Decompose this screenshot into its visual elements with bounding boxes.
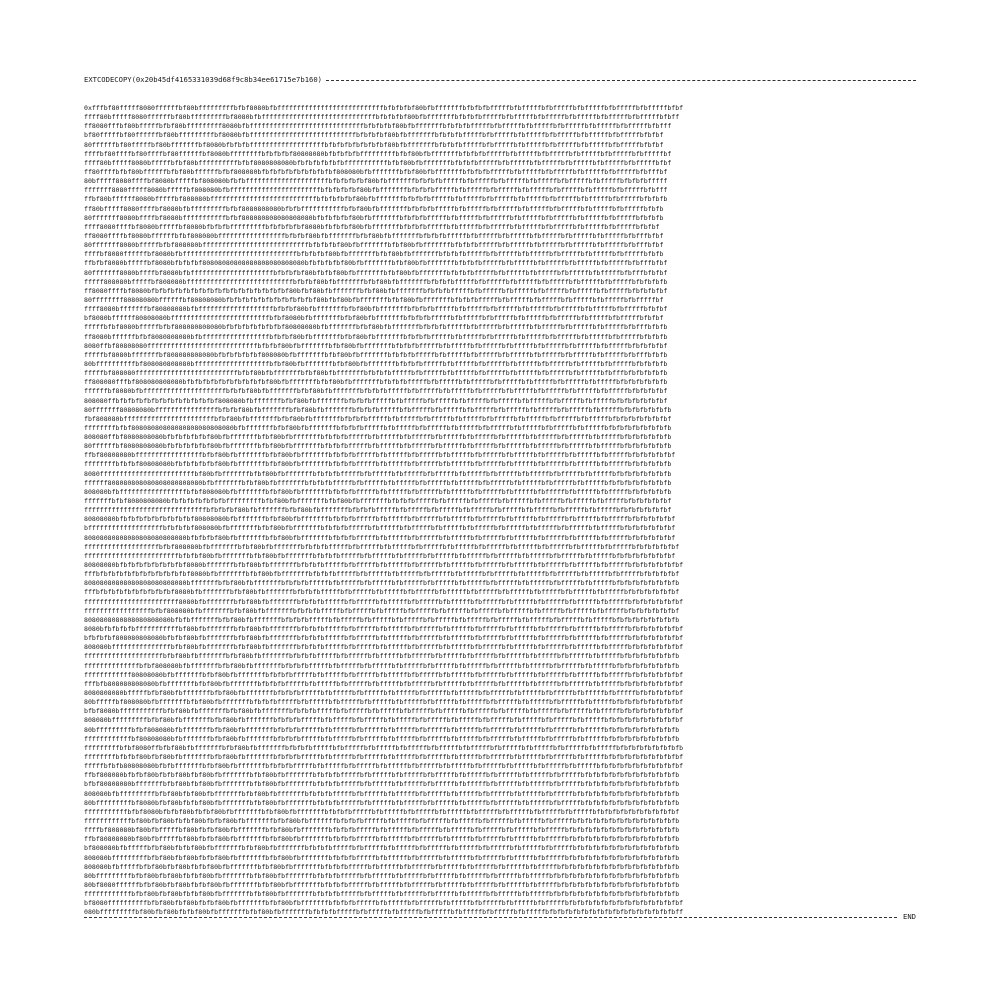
hex-row: bfbf80808080bfffffffbfbf80bfbf80bfbfffffffbfbf80bfbfffffffbfbfbfbfffffbfbfffffbfbfffffbfbfffffbfbfffffbfbfffffbfbfffffbfbfffffbfbfbfbfbfbfbfbfbfbfbfbfb (84, 780, 680, 789)
hex-row: ffff80bfffff8080bfffffbfbf80bffffffffffbfbf8080808080bfbfbfbfbfbfbfffffffffffbfbf80bfbfffffffbfbfbfbfffffbfbfffffbfbfffffbfbfffffbfbfffffbfbfffffbfbf (84, 158, 672, 167)
hex-row: bfffffffffffffffffffbfbfbfbf808080bfbfffffffbfbf80bfbfffffffbfbfbfbfffffbfbfffffbfbfffffbfbfffffbfbfffffbfbfffffbfbfffffbfbfffffbfbfffffbfbfbfbfbfbfbf (84, 524, 676, 533)
hex-row: ffbf80bffffff8080bfffffbf808080bfffffffffffffffffffffffffffbfbfbfbfbf80bfbfffffffbfbfbfbfffffbfbfffffbfbfffffbfbfffffbfbfffffbfbfffffbfbfffffbfbfbfb (84, 195, 668, 204)
hex-row: ffffffbf8080bfbfffffffffffffffffffffbfbfbf80bfbfffffffbfbf80bfbfffffffbfbfbfbfffffbfbfffffbfbfffffbfbfffffbfbfffffbfbfffffbfbfffffbfbfffffbfbfbfbfbf (84, 387, 668, 396)
hex-row: fffffffffffffffffffbfbf808080bfbfffffffbfbf80bfbfffffffbfbfbfbfffffbfbfffffbfbfffffbfbfffffbfbfffffbfbfffffbfbfffffbfbfffffbfbfffffbfbfffffbfbfbfbfbfbf (84, 542, 680, 551)
hex-row: 80bf8080ffffffbfbf80bfbf80bfbfbf80bfbfffffffbfbf80bfbfffffffbfbfbfbfffffbfbfffffbfbfffffbfbfffffbfbfffffbfbfffffbfbfffffbfbfbfbfbfbfbfbfbfbfbfbfbfbfbfb (84, 880, 680, 889)
hex-row: bfbfbfbf808080808080bfbfbf80bfbfffffffbfbf80bfbfffffffbfbfbfbfffffbfbfffffbfbfffffbfbfffffbfbfffffbfbfffffbfbfffffbfbfffffbfbfffffbfbfffffbfbfbfbfbfbfbf (84, 634, 684, 643)
hex-row: 80bfffffffffbfbf808080bfbfffffffbfbf80bfbfffffffbfbfbfbfffffbfbfffffbfbfffffbfbfffffbfbfffffbfbfffffbfbfffffbfbfffffbfbfffffbfbfffffbfbfbfbfbfbfbfbfbfb (84, 725, 680, 734)
hex-row: fffbfbfbfbfbfbfbfbfbfbf8080bfbfffffffbfbf80bfbfffffffbfbfbfbfffffbfbfffffbfbfffffbfbfffffbfbfffffbfbfffffbfbfffffbfbfffffbfbfffffbfbfffffbfbfbfbfbfbfbf (84, 588, 680, 597)
hex-row: 808080bfbfffffbfbf80bfbf80bfbfbf80bfbfffffffbfbf80bfbfffffffbfbfbfbfffffbfbfffffbfbfffffbfbfffffbfbfffffbfbfffffbfbfffffbfbfbfbfbfbfbfbfbfbfbfbfbfbfbfb (84, 862, 680, 871)
hex-row: ff80ffffbfbf80bffffffbfbf80bffffffbfbf808080bfbfbfbfbfbfbfbfbfbf808080bfbfffffffbfbf80bfbfffffffbfbfbfbfffffbfbfffffbfbfffffbfbfffffbfbfffffbfbfffbf (84, 167, 668, 176)
hex-row: 808080bfbfffffffffbfbf80bfbf80bfbfffffffbfbf80bfbfffffffbfbfbfbfffffbfbfffffbfbfffffbfbfffffbfbfffffbfbfffffbfbfffffbfbfffffbfbfbfbfbfbfbfbfbfbfbfbfbfb (84, 789, 680, 798)
hex-row: 80808080808080808080808080bfbfbfbf80bfbfffffffbfbf80bfbfffffffbfbfbfbfffffbfbfffffbfbfffffbfbfffffbfbfffffbfbfffffbfbfffffbfbfffffbfbfffffbfbfbfbfbfbf (84, 533, 676, 542)
hex-row: 8080808080808080808080bfbfbfffffffbfbf80bfbfffffffbfbfbfbfffffbfbfffffbfbfffffbfbfffffbfbfffffbfbfffffbfbfffffbfbfffffbfbfffffbfbfffffbfbfbfbfbfbfbfbfb (84, 615, 680, 624)
hex-row: 80bfffffbf808080bfbfffffffbfbf80bfbfffffffbfbfbfbfffffbfbfffffbfbfffffbfbfffffbfbfffffbfbfffffbfbfffffbfbfffffbfbfffffbfbfffffbfbfffffbfbfbfbfbfbfbfbfbf (84, 698, 684, 707)
hex-row: 80808080808080808080808080bfffffffbfbf80bfbfffffffbfbfbfbfffffbfbfffffbfbfffffbfbfffffbfbfffffbfbfffffbfbfffffbfbfffffbfbfffffbfbfffffbfbfbfbfbfbfbfbfb (84, 579, 680, 588)
hex-row: ffbf80808080bfffffffffffffffffbfbf80bfbfffffffbfbf80bfbfffffffbfbfbfbfffffbfbfffffbfbfffffbfbfffffbfbfffffbfbfffffbfbfffffbfbfffffbfbfffffbfbfbfbfbfbf (84, 451, 676, 460)
hex-row: ffffffffbfbfbf80808080bfbfbfbfbfbf80bfbfffffffbfbf80bfbfffffffbfbfbfbfffffbfbfffffbfbfffffbfbfffffbfbfffffbfbfffffbfbfffffbfbfffffbfbfffffbfbfbfbfbfb (84, 460, 672, 469)
hex-row: 808080bfffffffffbfbf80bfbf80bfbfbf80bfbfffffffbfbf80bfbfffffffbfbfbfbfffffbfbfffffbfbfffffbfbfffffbfbfffffbfbfffffbfbfffffbfbfbfbfbfbfbfbfbfbfbfbfbfbfb (84, 853, 680, 862)
hex-row: bf80fffffbf80ffffffbf80bfffffffffbf8080bfbfffffffffffffffffffffffffffbfbfbfbf80bfbfffffffbfbfbfbfffffbfbfffffbfbfffffbfbfffffbfbfffffbfbfffffbfbfbf (84, 131, 664, 140)
hex-row: fffffbf808080ffffffffffffffffffffffffffbfbf80bfbfffffffbfbf80bfbfffffffbfbfbfbfffffbfbfffffbfbfffffbfbfffffbfbfffffbfbfffffbfbfffffbfbfffbfbfbfbfbfb (84, 369, 668, 378)
hex-row: bf808080bfbfffffbfbf80bfbfbf80bfbfffffffbfbf80bfbfffffffbfbfbfbfffffbfbfffffbfbfffffbfbfffffbfbfffffbfbfffffbfbfffffbfbfffffbfbfbfbfbfbfbfbfbfbfbfbfbfb (84, 844, 680, 853)
hex-row: 80808080bfbfbfbfbfbfbfbfbf8080bfffffffbfbf80bfbfffffffbfbfbfbfffffbfbfffffbfbfffffbfbfffffbfbfffffbfbfffffbfbfffffbfbfffffbfbfffffbfbfffffbfbfbfbfbfbfbf (84, 561, 684, 570)
hex-row: 8080bfbfbfbfbfffffffffffbf80bfbfffffffbfbf80bfbfffffffbfbfbfbfffffbfbfffffbfbfffffbfbfffffbfbfffffbfbfffffbfbfffffbfbfffffbfbfffffbfbfffffbfbfbfbfbfbfbf (84, 625, 684, 634)
footer-divider (84, 917, 897, 918)
hex-row: ff80bfffff8080ffffbf8080bfbfffffffffbfbf8080808080bfbfbfffffffffffbfbf80bfbfffffffbfbfbfbfffffbfbfffffbfbfffffbfbfffffbfbfffffbfbfffffbfbfffffbfbfb (84, 204, 664, 213)
hex-row: fffff808080bfffffbf808080bfffffffffffffffffffffffffffbfbfbf80bfbfffffffbfbf80bfbfffffffbfbfbfbfffffbfbfffffbfbfffffbfbfffffbfbfffffbfbfffffbfbfbfbfb (84, 277, 668, 286)
hex-row: ffffffffffffffffffffbfbf80bfbfffffffbfbf80bfbfffffffbfbfbfbfffffbfbfffffbfbfffffbfbfffffbfbfffffbfbfffffbfbfffffbfbfffffbfbfffffbfbfffffbfbfbfbfbfbfbfb (84, 652, 680, 661)
hex-row: ffbf808080bfbfbf80bfbfbf80bfbf80bfbfffffffbfbf80bfbfffffffbfbfbfbfffffbfbfffffbfbfffffbfbfffffbfbfffffbfbfffffbfbfffffbfbfffffbfbfbfbfbfbfbfbfbfbfbfbfb (84, 771, 680, 780)
hex-row: ffffffffffff80808080bfbfffffffbfbf80bfbfffffffbfbfbfbfffffbfbfffffbfbfffffbfbfffffbfbfffffbfbfffffbfbfffffbfbfffffbfbfffffbfbfffffbfbfffffbfbfbfbfbfbfbf (84, 670, 684, 679)
hex-row: bf8080ffffffffffbfbf80bfbf80bfbfbf80bfbfffffffbfbf80bfbfffffffbfbfbfbfffffbfbfffffbfbfffffbfbfffffbfbfffffbfbfffffbfbfffffbfbfbfbfbfbfbfbfbfbfbfbfbfbfbf (84, 899, 684, 908)
hex-row: fffffffffffffffffffffffffffffffbfbfbfbf80bfbfffffffbfbf80bfbfffffffbfbfbfbfffffbfbfffffbfbfffffbfbfffffbfbfffffbfbfffffbfbfffffbfbfffffbfbfbfbfbfbfbf (84, 506, 672, 515)
hex-row: 80bfffffffffbf8080bfbf80bfbfbf80bfbfffffffbfbf80bfbfffffffbfbfbfbfffffbfbfffffbfbfffffbfbfffffbfbfffffbfbfffffbfbfffffbfbfffffbfbfbfbfbfbfbfbfbfbfbfbfb (84, 798, 680, 807)
hex-row: ffffffffffffbf80bfbf80bfbfbf80bfbfbf80bfbfffffffbfbf80bfbfffffffbfbfbfbfffffbfbfffffbfbfffffbfbfffffbfbfffffbfbfffffbfbfffffbfbfbfbfbfbfbfbfbfbfbfbfbfb (84, 816, 680, 825)
hex-row: 808080ffbf8080808080bfbfbfbfbfbf80bfbfffffffbfbf80bfbfffffffbfbfbfbfffffbfbfffffbfbfffffbfbfffffbfbfffffbfbfffffbfbfffffbfbfffffbfbfffffbfbfbfbfbfbfb (84, 433, 672, 442)
hex-row: ffffffffbfbfbf80bfbf80bfbfffffffbfbf80bfbfffffffbfbfbfbfffffbfbfffffbfbfffffbfbfffffbfbfffffbfbfffffbfbfffffbfbfffffbfbfffffbfbfffffbfbfbfbfbfbfbfbfbfbf (84, 752, 684, 761)
hex-row: 80fffffff8080bffffbf8080bfffffffffffbfbf808080808080808080bfbfbfbfbf80bfbfffffffbfbfbfbfffffbfbfffffbfbfffffbfbfffffbfbfffffbfbfffffbfbfffffbfbfbfb (84, 213, 664, 222)
hex-row: bf8080bffffff80808080bfffffffffffffffffffffffffbfbf8080bfbfffffffbfbf80bfbfffffffbfbfbfbfffffbfbfffffbfbfffffbfbfffffbfbfffffbfbfffffbfbfffffbfbfbf (84, 314, 664, 323)
hex-row: fffffbfbf8080bfffffbfbf808080808080bfbfbfbfbfbfbfbf80808080bfbfffffffbfbf80bfbfffffffbfbfbfbfffffbfbfffffbfbfffffbfbfffffbfbfffffbfbfffffbfbfffbfbfb (84, 323, 668, 332)
hex-row: fffffbf8080bfffffffbf808080808080bfbfbfbfbfbf808080bfbfffffffbfbf80bfbfffffffbfbfbfbfffffbfbfffffbfbfffffbfbfffffbfbfffffbfbfffffbfbfffffbfbfffbfbfb (84, 350, 668, 359)
hex-row: ffbfbf8080bfffffbf8080bfbfbfbf80808080808080808080808080bfbfbfbfbf80bfbfffffffbfbf80bfbfffffffbfbfbfbfffffbfbfffffbfbfffffbfbfffffbfbfffffbfbfffbfbf (84, 259, 668, 268)
hex-row: ffffffffffffbfbf80bfbf80bfbfbf80bfbfffffffbfbf80bfbfffffffbfbfbfbfffffbfbfffffbfbfffffbfbfffffbfbfffffbfbfffffbfbfffffbfbfbfbfbfbfbfbfbfbfbfbfbfbfbfbfb (84, 890, 680, 899)
hex-row: 808080ffbfbfbfbfbfbfbfbfbfbfbfbfbf808080bfbfffffffbfbf80bfbfffffffbfbfbfbfffffbfbfffffbfbfffffbfbfffffbfbfffffbfbfffffbfbfffffbfbfffffbfbfbfbfbfbfbf (84, 396, 668, 405)
hex-row: ff808080fffbf808080808080bfbfbfbfbfbfbfbfbfbfbf80bfbfffffffbfbf80bfbfffffffbfbfbfbfffffbfbfffffbfbfffffbfbfffffbfbfffffbfbfffffbfbfffffbfbfbfbfbfbfb (84, 378, 668, 387)
hex-row: ffffffffbfbf80808080808080808080808080bfbfffffffbfbf80bfbfffffffbfbfbfbfffffbfbfffffbfbfffffbfbfffffbfbfffffbfbfffffbfbfffffbfbfffffbfbfbfbfbfbfbfbfb (84, 423, 672, 432)
hex-row: fffffff8080fffff8080bfffffbf808080bfbfffffffffffffffffffffffbfbfbfbfbf80bfbfffffffbfbfbfbfffffbfbfffffbfbfffffbfbfffffbfbfffffbfbfffffbfbfffffbfbfff (84, 186, 668, 195)
hex-row: 8080ffbf80808080ffffffffffffffffffffffffffffbfbfbf80bfbfffffffbfbf80bfbfffffffbfbfbfbfffffbfbfffffbfbfffffbfbfffffbfbfffffbfbfffffbfbfffffbfbfbfbfbf (84, 341, 668, 350)
hex-row: 80bfffffffffbfbf80bfbf80bfbfbf80bfbfffffffbfbf80bfbfffffffbfbfbfbfffffbfbfffffbfbfffffbfbfffffbfbfffffbfbfffffbfbfffffbfbfbfbfbfbfbfbfbfbfbfbfbfbfbfbfb (84, 871, 680, 880)
document-header (84, 74, 916, 86)
hex-row: 80ffffffff80808080bffffffbf80808080bfbfbfbfbfbfbfbfbfbfbfbf80bfbf80bfbfffffffbfbf80bfbfffffffbfbfbfbfffffbfbfffffbfbfffffbfbfffffbfbfffffbfbfffffbf (84, 295, 664, 304)
hex-row: 80bffffffffffbf808080808080bfffffffffffffffffffbfbf80bfbfffffffbfbf80bfbfffffffbfbfbfbfffffbfbfffffbfbfffffbfbfffffbfbfffffbfbfffffbfbfffffbfbfbfbfb (84, 359, 668, 368)
hex-row: ffff8080ffffbf8080bfffffbf8080bfbfbfbfffffffffbfbfbfbfbf8080bfbfbfbf80bfbfffffffbfbfbfbfffffbfbfffffbfbfffffbfbfffffbfbfffffbfbfffffbfbfffffbfbfbf (84, 222, 660, 231)
hex-row: ffffff808080808080808080808080bfbfffffffbfbf80bfbfffffffbfbfbfbfffffbfbfffffbfbfffffbfbfffffbfbfffffbfbfffffbfbfffffbfbfffffbfbfffffbfbfbfbfbfbfbfbfb (84, 478, 672, 487)
hex-row: 808080bfffffffffbfbf80bfbfffffffbfbf80bfbfffffffbfbfbfbfffffbfbfffffbfbfffffbfbfffffbfbfffffbfbfffffbfbfffffbfbfffffbfbfffffbfbfffffbfbfbfbfbfbfbfbfbfbf (84, 716, 684, 725)
hex-row: ffffffffffffffffffffffffbfbfbf80bfbfffffffbfbf80bfbfffffffbfbfbfbfffffbfbfffffbfbfffffbfbfffffbfbfffffbfbfffffbfbfffffbfbfffffbfbfffffbfbfbfbfbfbfbfbf (84, 551, 676, 560)
hex-row: 80ffffffbf8080808080bfbfbfbfbfbf80bfbfffffffbfbf80bfbfffffffbfbfbfbfffffbfbfffffbfbfffffbfbfffffbfbfffffbfbfffffbfbfffffbfbfffffbfbfffffbfbfbfbfbfbfb (84, 442, 672, 451)
hex-row: ffffbf8080ffffffbf8080bfbfffffffffffffffffffffffffffffbfbfbfbf80bfbfffffffbfbf80bfbfffffffbfbfbfbfffffbfbfffffbfbfffffbfbfffffbfbfffffbfbfffffbfbfb (84, 250, 664, 259)
hex-row: 808080bfbfffffffffffffffffbfbf808080bfbfffffffbfbf80bfbfffffffbfbfbfbfffffbfbfffffbfbfffffbfbfffffbfbfffffbfbfffffbfbfffffbfbfffffbfbfffffbfbfbfbfbfb (84, 487, 672, 496)
hex-row: bfbf8080bfffffffffffbfbf80bfbfffffffbfbf80bfbfffffffbfbfbfbfffffbfbfffffbfbfffffbfbfffffbfbfffffbfbfffffbfbfffffbfbfffffbfbfffffbfbfffffbfbfbfbfbfbfbfbf (84, 707, 684, 716)
hex-row: 080bfffffffffbf80bfbf80bfbfbf80bfbfffffffbfbf80bfbfffffffbfbfbfbfffffbfbfffffbfbfffffbfbfffffbfbfffffbfbfffffbfbfffffbfbfbfbfbfbfbfbfbfbfbfbfbfbfbfbfbff (84, 908, 684, 917)
hex-row: ff8080fffbf80bfffffbfbf80bfffffffff8080bfbfffffffffffffffffffffffffffffbfbfbfbf80bfbfffffffbfbfbfbfffffbfbfffffbfbfffffbfbfffffbfbfffffbfbfffffbfbfff (84, 122, 672, 131)
hex-row: ffbf80808080bf80bfbfffffbf80bfbfbf80bfbfffffffbfbf80bfbfffffffbfbfbfbfffffbfbfffffbfbfffffbfbfffffbfbfffffbfbfffffbfbfffffbfbfbfbfbfbfbfbfbfbfbfbfbfbfb (84, 835, 680, 844)
hex-row: ffffbf80ffffbf80ffffbf80ffffffbf8080bffffffffbfbfbfbf80808080bfbfbfbfbfffffffffbfbf80bfbfffffffbfbfbfbfffffbfbfffffbfbfffffbfbfffffbfbfffffbfbfffffbf (84, 149, 672, 158)
hex-row: 0xfffbf80fffff8080ffffffbf80bfffffffffbfbf8080bfbfffffffffffffffffffffffffffbfbfbfbf80bfbfffffffbfbfbfbfffffbfbfffffbfbfffffbfbfffffbfbfffffbfbfffffbfbf (84, 104, 684, 112)
hex-row: 80bfffff8080ffffbf8080bfffffbf808080bfbfbfffffffffffffffffffffbfbfbfbfbf80bfbfffffffbfbfbfbfffffbfbfffffbfbfffffbfbfffffbfbfffffbfbfffffbfbfbfbfffff (84, 177, 668, 186)
hex-row: ffffffffffffffffffffffff8080bfbfffffffbfbf80bfbfffffffbfbfbfbfffffbfbfffffbfbfffffbfbfffffbfbfffffbfbfffffbfbfffffbfbfffffbfbfffffbfbfffffbfbfbfbfbfbfbf (84, 597, 684, 606)
hex-row: fffffbfbfb80808080bfbfbfffffffbfbf80bfbfffffffbfbfbfbfffffbfbfffffbfbfffffbfbfffffbfbfffffbfbfffffbfbfffffbfbfffffbfbfffffbfbfffffbfbfbfbfbfbfbfbfbfbfbf (84, 762, 684, 771)
hex-row: ffffffffffffbf80808080bfbfffffffbfbf80bfbfffffffbfbfbfbfffffbfbfffffbfbfffffbfbfffffbfbfffffbfbfffffbfbfffffbfbfffffbfbfffffbfbfffffbfbfbfbfbfbfbfbfbfb (84, 734, 680, 743)
hex-row: ff8080bffffffbfbf8080808080bfbfffffffffffffffffbfbfbf80bfbfffffffbfbf80bfbfffffffbfbfbfbfffffbfbfffffbfbfffffbfbfffffbfbfffffbfbfffffbfbfffffbfbfbfb (84, 332, 668, 341)
header-divider (326, 80, 916, 81)
hex-row: fffbfbfbfbfbfbfbfbfbfbfbfbf8080bfbfffffffbfbf80bfbfffffffbfbfbfbfffffbfbfffffbfbfffffbfbfffffbfbfffffbfbfffffbfbfffffbfbfffffbfbfffffbfbfffffbfbfbfbfbf (84, 570, 680, 579)
hex-row: ffff80bfffff8080ffffffbf80bfffffffffbf8080bfbfffffffffffffffffffffffffffffbfbfbfbf80bfbfffffffbfbfbfbfffffbfbfffffbfbfffffbfbfffffbfbfffffbfbfffffbfbff (84, 113, 680, 122)
hex-row: fffffffffffbfbf8080bfbfbf80bfbfbf80bfbfffffffbfbf80bfbfffffffbfbfbfbfffffbfbfffffbfbfffffbfbfffffbfbfffffbfbfffffbfbfffffbfbfffffbfbfbfbfbfbfbfbfbfbfbf (84, 807, 680, 816)
hex-row: 80fffffff80808080bffffffffffffffffbfbfbf80bfbfffffffbfbf80bfbfffffffbfbfbfbfffffbfbfffffbfbfffffbfbfffffbfbfffffbfbfffffbfbfffffbfbfffffbfbfbfbfbfbfb (84, 405, 672, 414)
hex-row: fffffffbfbf8080808080bfbfbfbfbfbfbfbfffffffffbfbf80bfbfffffffbfbf80bfbfffffffbfbfbfbfffffbfbfffffbfbfffffbfbfffffbfbfffffbfbfffffbfbfffffbfbfbfbfbfbf (84, 497, 672, 506)
hex-row: 8080808080bfffffbfbf80bfbfffffffbfbf80bfbfffffffbfbfbfbfffffbfbfffffbfbfffffbfbfffffbfbfffffbfbfffffbfbfffffbfbfffffbfbfffffbfbfffffbfbfffffbfbfbfbfbfbf (84, 689, 684, 697)
document-footer (84, 912, 916, 922)
extcodecopy-title: EXTCODECOPY(0x20b45df4165331039d68f9c8b34ee61715e7b160) (84, 75, 322, 84)
hex-row: 808080bfffffffffffffffbfbf80bfbfffffffbfbf80bfbfffffffbfbfbfbfffffbfbfffffbfbfffffbfbfffffbfbfffffbfbfffffbfbfffffbfbfffffbfbfffffbfbfffffbfbfbfbfbfbfbf (84, 643, 684, 652)
hex-row: 80fffffff8080bfffffbfbf808080bfffffffffffffffffffffffffffbfbfbfbf80bfbfffffffbfbf80bfbfffffffbfbfbfbfffffbfbfffffbfbfffffbfbfffffbfbfffffbfbfffbfbf (84, 241, 664, 250)
hex-row: ffffffffffffffbfbf808080bfbfffffffbfbf80bfbfffffffbfbfbfbfffffbfbfffffbfbfffffbfbfffffbfbfffffbfbfffffbfbfffffbfbfffffbfbfffffbfbfffffbfbfbfbfbfbfbfbfb (84, 661, 680, 670)
hex-row: ffff8080bfffffffbf80808080bfbfffffffffffffffffffbfbfbf80bfbfffffffbfbf80bfbfffffffbfbfbfbfffffbfbfffffbfbfffffbfbfffffbfbfffffbfbfffffbfbfffffbfbfbf (84, 305, 668, 314)
hex-row: ff8080ffffbf8080bffffffbfbf808080bfffffffffffffffffbfbfbf80bfbfffffffbfbf80bfbfffffffbfbfbfbfffffbfbfffffbfbfffffbfbfffffbfbfffffbfbfffffbfbfffbfbf (84, 231, 664, 240)
hex-row: ff8080ffffbf8080bfbfbfbfbfbfbfbfbfbfbfbfbfbfbfbfbfbf80bfbf80bfbfffffffbfbf80bfbfffffffbfbfbfbfffffbfbfffffbfbfffffbfbfffffbfbfffffbfbfffffbfbfbfbfbf (84, 286, 668, 295)
hex-row: fffffffffbfbf8080ffbfbf80bfbfffffffbfbf80bfbfffffffbfbfbfbfffffbfbfffffbfbfffffbfbfffffbfbfffffbfbfffffbfbfffffbfbfffffbfbfffffbfbfffffbfbfbfbfbfbfbfbfb (84, 743, 684, 752)
hex-row: 80fffffff8080bffffbf8080bfbfffffffffffffffffffffbfbfbfbf80bfbfbf80bfbfffffffbfbf80bfbfffffffbfbfbfbfffffbfbfffffbfbfffffbfbfffffbfbfffffbfbfffbfbfbf (84, 268, 668, 277)
hex-row: fffffffffffffffffbfbf808080bfbfffffffbfbf80bfbfffffffbfbfbfbfffffbfbfffffbfbfffffbfbfffffbfbfffffbfbfffffbfbfffffbfbfffffbfbfffffbfbfffffbfbfbfbfbfbfbf (84, 606, 680, 615)
hex-row: 80808080bfbfbfbfbfbfbfbfbfbf80808080bfbfffffffbfbf80bfbfffffffbfbfbfbfffffbfbfffffbfbfffffbfbfffffbfbfffffbfbfffffbfbfffffbfbfffffbfbfffffbfbfbfbfbfbf (84, 515, 676, 524)
hex-row: 8080ffffffffffffffffffffffffbf80bfbfffffffbfbf80bfbfffffffbfbfbfbfffffbfbfffffbfbfffffbfbfffffbfbfffffbfbfffffbfbfffffbfbfffffbfbfffffbfbfbfbfbfbfbfb (84, 469, 672, 478)
hex-row: fbf808080bfffffffffffffffffffffffbfbf80bfbfffffffbfbf80bfbfffffffbfbfbfbfffffbfbfffffbfbfffffbfbfffffbfbfffffbfbfffffbfbfffffbfbfffffbfbfbfbfbfbfbfbf (84, 414, 672, 423)
end-marker: END (903, 912, 916, 921)
hex-row: fffbfb808080808080bfbfffffffbfbf80bfbfffffffbfbfbfbfffffbfbfffffbfbfffffbfbfffffbfbfffffbfbfffffbfbfffffbfbfffffbfbfffffbfbfffffbfbfffffbfbfbfbfbfbfbfbf (84, 679, 684, 688)
hex-row: ffffbf808080bf80bfbfffffbf80bfbfbf80bfbfffffffbfbf80bfbfffffffbfbfbfbfffffbfbfffffbfbfffffbfbfffffbfbfffffbfbfffffbfbfffffbfbfbfbfbfbfbfbfbfbfbfbfbfbfb (84, 826, 680, 835)
hex-row: 80ffffffbf80fffffbf80bfffffffbf8080bfbfbfbfffffffffffffffffffbfbfbfbfbfbfbfbf80bfbfffffffbfbfbfbfffffbfbfffffbfbfffffbfbfffffbfbfffffbfbfffffbfbfbf (84, 140, 664, 149)
